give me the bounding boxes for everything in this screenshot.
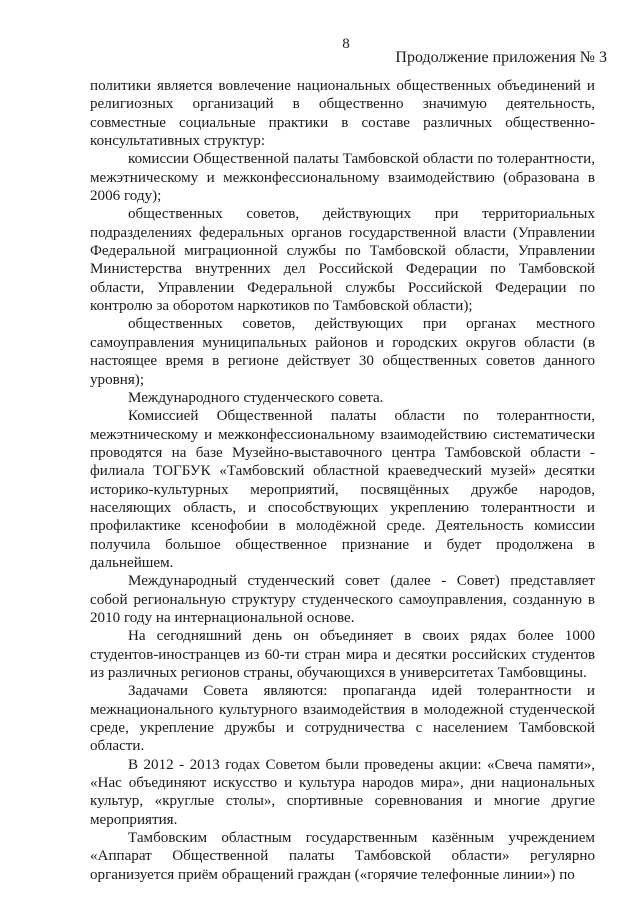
paragraph: Международный студенческий совет (далее - Совет) представляет собой региональную структуру студенческого самоуправления, созданную в 2010 году на интернациональной основе.: [90, 573, 595, 626]
paragraph: политики является вовлечение национальных общественных объединений и религиозных организаций в общественно значимую деятельность, совместные социальные практики в составе различных общественно-консультативных структур:: [90, 78, 595, 150]
paragraph: Тамбовским областным государственным казённым учреждением «Аппарат Общественной палаты Тамбовской области» регулярно организуется приём обращений граждан («горячие телефонные линии») по: [90, 830, 595, 883]
paragraph: Задачами Совета являются: пропаганда идей толерантности и межнационального культурного взаимодействия в молодежной студенческой среде, укрепление дружбы и сотрудничества с населением Тамбовской области.: [90, 683, 595, 755]
paragraph: На сегодняшний день он объединяет в своих рядах более 1000 студентов-иностранцев из 60-ти стран мира и десятки российских студентов из различных регионов страны, обучающихся в университетах Тамбовщины.: [90, 628, 595, 681]
appendix-continuation-note: Продолжение приложения № 3: [395, 49, 607, 66]
paragraph: общественных советов, действующих при органах местного самоуправления муниципальных районов и городских округов области (в настоящее время в регионе действует 30 общественных советов данного уровня);: [90, 316, 595, 388]
page-number: 8: [342, 36, 350, 52]
paragraph: Международного студенческого совета.: [128, 389, 384, 406]
paragraph: комиссии Общественной палаты Тамбовской области по толерантности, межэтническому и межконфессиональному взаимодействию (образована в 2006 году);: [90, 151, 595, 205]
paragraph: В 2012 - 2013 годах Советом были проведены акции: «Свеча памяти», «Нас объединяют искусство и культура народов мира», дни национальных культур, «круглые столы», спортивные соревнования и многие другие мероприятия.: [90, 756, 595, 828]
paragraph: Комиссией Общественной палаты области по толерантности, межэтническому и межконфессиональному взаимодействию систематически проводятся на базе Музейно-выставочного центра Тамбовской области - филиала ТОГБУК «Тамбовский областной краеведческий музей» десятки историко-культурных мероприятий, посвящённых дружбе народов, населяющих область, и способствующих укреплению толерантности и профилактике ксенофобии в молодёжной среде. Деятельность комиссии получила большое общественное признание и будет продолжена в дальнейшем.: [90, 408, 595, 571]
document-body: [90, 77, 595, 884]
paragraph: общественных советов, действующих при территориальных подразделениях федеральных органов государственной власти (Управлении Федеральной миграционной службы по Тамбовской области, Управлении Министерства внутренних дел Российской Федерации по Тамбовской области, Управлении Федеральной службы Российской Федерации по контролю за оборотом наркотиков по Тамбовской области);: [90, 206, 595, 315]
